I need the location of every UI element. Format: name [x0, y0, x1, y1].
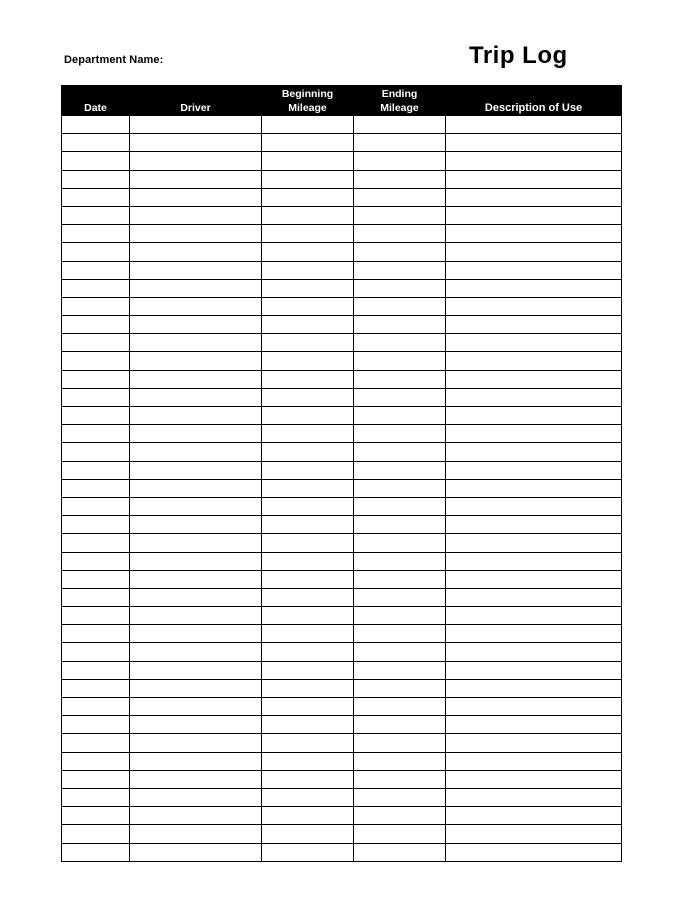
cell-description-of-use[interactable]: [446, 243, 622, 261]
cell-date[interactable]: [62, 188, 130, 206]
column-header-line2: Mileage: [288, 102, 327, 114]
cell-beginning-mileage[interactable]: [262, 843, 354, 861]
cell-beginning-mileage[interactable]: [262, 352, 354, 370]
cell-ending-mileage[interactable]: [354, 461, 446, 479]
cell-ending-mileage[interactable]: [354, 643, 446, 661]
table-row: [62, 334, 622, 352]
cell-beginning-mileage[interactable]: [262, 407, 354, 425]
cell-description-of-use[interactable]: [446, 570, 622, 588]
table-row: [62, 479, 622, 497]
cell-ending-mileage[interactable]: [354, 843, 446, 861]
cell-date[interactable]: [62, 752, 130, 770]
column-header-beginning-mileage: [262, 86, 354, 116]
cell-description-of-use[interactable]: [446, 734, 622, 752]
cell-beginning-mileage[interactable]: [262, 825, 354, 843]
cell-driver[interactable]: [130, 570, 262, 588]
cell-ending-mileage[interactable]: [354, 225, 446, 243]
cell-beginning-mileage[interactable]: [262, 607, 354, 625]
cell-description-of-use[interactable]: [446, 588, 622, 606]
cell-beginning-mileage[interactable]: [262, 116, 354, 134]
cell-description-of-use[interactable]: [446, 661, 622, 679]
cell-driver[interactable]: [130, 225, 262, 243]
cell-description-of-use[interactable]: [446, 461, 622, 479]
table-row: [62, 316, 622, 334]
cell-driver[interactable]: [130, 152, 262, 170]
cell-date[interactable]: [62, 479, 130, 497]
table-row: [62, 643, 622, 661]
cell-description-of-use[interactable]: [446, 116, 622, 134]
table-row: [62, 461, 622, 479]
cell-ending-mileage[interactable]: [354, 206, 446, 224]
cell-date[interactable]: [62, 607, 130, 625]
cell-description-of-use[interactable]: [446, 225, 622, 243]
trip-log-body: [62, 116, 622, 862]
cell-ending-mileage[interactable]: [354, 443, 446, 461]
cell-driver[interactable]: [130, 188, 262, 206]
cell-ending-mileage[interactable]: [354, 261, 446, 279]
cell-beginning-mileage[interactable]: [262, 770, 354, 788]
cell-ending-mileage[interactable]: [354, 170, 446, 188]
cell-driver[interactable]: [130, 825, 262, 843]
cell-driver[interactable]: [130, 752, 262, 770]
cell-ending-mileage[interactable]: [354, 334, 446, 352]
cell-description-of-use[interactable]: [446, 625, 622, 643]
cell-ending-mileage[interactable]: [354, 552, 446, 570]
cell-beginning-mileage[interactable]: [262, 206, 354, 224]
cell-driver[interactable]: [130, 643, 262, 661]
trip-log-table: [61, 85, 622, 862]
cell-description-of-use[interactable]: [446, 425, 622, 443]
table-row: [62, 607, 622, 625]
cell-ending-mileage[interactable]: [354, 352, 446, 370]
cell-date[interactable]: [62, 370, 130, 388]
cell-ending-mileage[interactable]: [354, 134, 446, 152]
cell-description-of-use[interactable]: [446, 407, 622, 425]
cell-ending-mileage[interactable]: [354, 297, 446, 315]
cell-driver[interactable]: [130, 443, 262, 461]
column-header-description-of-use: [446, 86, 622, 116]
cell-ending-mileage[interactable]: [354, 698, 446, 716]
table-row: [62, 807, 622, 825]
cell-driver[interactable]: [130, 134, 262, 152]
page-title: Trip Log: [469, 42, 568, 69]
cell-date[interactable]: [62, 770, 130, 788]
table-row: [62, 297, 622, 315]
column-header-line2: Driver: [180, 102, 211, 114]
cell-description-of-use[interactable]: [446, 170, 622, 188]
table-row: [62, 625, 622, 643]
cell-ending-mileage[interactable]: [354, 497, 446, 515]
cell-description-of-use[interactable]: [446, 261, 622, 279]
cell-date[interactable]: [62, 552, 130, 570]
cell-date[interactable]: [62, 152, 130, 170]
column-header-ending-mileage: [354, 86, 446, 116]
cell-description-of-use[interactable]: [446, 388, 622, 406]
cell-ending-mileage[interactable]: [354, 188, 446, 206]
cell-beginning-mileage[interactable]: [262, 170, 354, 188]
table-row: [62, 225, 622, 243]
cell-description-of-use[interactable]: [446, 698, 622, 716]
table-row: [62, 370, 622, 388]
cell-ending-mileage[interactable]: [354, 534, 446, 552]
cell-date[interactable]: [62, 825, 130, 843]
cell-beginning-mileage[interactable]: [262, 243, 354, 261]
cell-driver[interactable]: [130, 661, 262, 679]
cell-ending-mileage[interactable]: [354, 316, 446, 334]
table-row: [62, 516, 622, 534]
table-row: [62, 152, 622, 170]
cell-date[interactable]: [62, 388, 130, 406]
cell-date[interactable]: [62, 297, 130, 315]
cell-beginning-mileage[interactable]: [262, 643, 354, 661]
cell-ending-mileage[interactable]: [354, 807, 446, 825]
cell-date[interactable]: [62, 206, 130, 224]
table-row: [62, 134, 622, 152]
cell-ending-mileage[interactable]: [354, 679, 446, 697]
table-header-row: [62, 86, 622, 116]
cell-beginning-mileage[interactable]: [262, 625, 354, 643]
cell-description-of-use[interactable]: [446, 334, 622, 352]
table-row: [62, 770, 622, 788]
cell-description-of-use[interactable]: [446, 825, 622, 843]
cell-beginning-mileage[interactable]: [262, 734, 354, 752]
cell-date[interactable]: [62, 243, 130, 261]
cell-beginning-mileage[interactable]: [262, 716, 354, 734]
cell-description-of-use[interactable]: [446, 279, 622, 297]
cell-description-of-use[interactable]: [446, 443, 622, 461]
cell-description-of-use[interactable]: [446, 607, 622, 625]
cell-date[interactable]: [62, 352, 130, 370]
cell-date[interactable]: [62, 734, 130, 752]
cell-ending-mileage[interactable]: [354, 279, 446, 297]
cell-ending-mileage[interactable]: [354, 116, 446, 134]
cell-description-of-use[interactable]: [446, 770, 622, 788]
table-row: [62, 825, 622, 843]
cell-date[interactable]: [62, 407, 130, 425]
cell-date[interactable]: [62, 534, 130, 552]
table-row: [62, 407, 622, 425]
column-header-line2: Description of Use: [484, 102, 583, 114]
cell-driver[interactable]: [130, 807, 262, 825]
cell-beginning-mileage[interactable]: [262, 443, 354, 461]
cell-description-of-use[interactable]: [446, 679, 622, 697]
cell-description-of-use[interactable]: [446, 552, 622, 570]
cell-beginning-mileage[interactable]: [262, 370, 354, 388]
cell-beginning-mileage[interactable]: [262, 807, 354, 825]
table-row: [62, 570, 622, 588]
cell-description-of-use[interactable]: [446, 643, 622, 661]
column-header-line1: Beginning: [281, 88, 334, 100]
cell-description-of-use[interactable]: [446, 206, 622, 224]
cell-date[interactable]: [62, 625, 130, 643]
table-row: [62, 443, 622, 461]
cell-description-of-use[interactable]: [446, 134, 622, 152]
cell-ending-mileage[interactable]: [354, 788, 446, 806]
cell-ending-mileage[interactable]: [354, 152, 446, 170]
cell-date[interactable]: [62, 843, 130, 861]
cell-date[interactable]: [62, 570, 130, 588]
cell-beginning-mileage[interactable]: [262, 479, 354, 497]
cell-driver[interactable]: [130, 170, 262, 188]
table-row: [62, 388, 622, 406]
cell-ending-mileage[interactable]: [354, 752, 446, 770]
cell-driver[interactable]: [130, 407, 262, 425]
cell-ending-mileage[interactable]: [354, 570, 446, 588]
cell-description-of-use[interactable]: [446, 352, 622, 370]
table-row: [62, 116, 622, 134]
cell-ending-mileage[interactable]: [354, 407, 446, 425]
cell-beginning-mileage[interactable]: [262, 425, 354, 443]
table-row: [62, 279, 622, 297]
cell-driver[interactable]: [130, 843, 262, 861]
cell-ending-mileage[interactable]: [354, 607, 446, 625]
column-header-line2: Date: [84, 102, 107, 114]
table-row: [62, 843, 622, 861]
cell-date[interactable]: [62, 716, 130, 734]
table-row: [62, 661, 622, 679]
cell-beginning-mileage[interactable]: [262, 461, 354, 479]
table-row: [62, 497, 622, 515]
cell-driver[interactable]: [130, 770, 262, 788]
cell-driver[interactable]: [130, 516, 262, 534]
table-row: [62, 552, 622, 570]
table-row: [62, 679, 622, 697]
cell-date[interactable]: [62, 497, 130, 515]
cell-beginning-mileage[interactable]: [262, 698, 354, 716]
table-row: [62, 716, 622, 734]
cell-date[interactable]: [62, 425, 130, 443]
cell-driver[interactable]: [130, 679, 262, 697]
cell-beginning-mileage[interactable]: [262, 134, 354, 152]
cell-beginning-mileage[interactable]: [262, 225, 354, 243]
cell-driver[interactable]: [130, 370, 262, 388]
cell-description-of-use[interactable]: [446, 752, 622, 770]
cell-date[interactable]: [62, 516, 130, 534]
cell-description-of-use[interactable]: [446, 516, 622, 534]
cell-driver[interactable]: [130, 279, 262, 297]
cell-description-of-use[interactable]: [446, 479, 622, 497]
table-row: [62, 734, 622, 752]
table-row: [62, 243, 622, 261]
cell-driver[interactable]: [130, 116, 262, 134]
cell-date[interactable]: [62, 443, 130, 461]
table-row: [62, 425, 622, 443]
column-header-line1: Ending: [381, 88, 418, 100]
column-header-line2: Mileage: [380, 102, 419, 114]
cell-driver[interactable]: [130, 388, 262, 406]
cell-date[interactable]: [62, 788, 130, 806]
cell-date[interactable]: [62, 807, 130, 825]
table-row: [62, 188, 622, 206]
cell-driver[interactable]: [130, 261, 262, 279]
cell-driver[interactable]: [130, 497, 262, 515]
cell-beginning-mileage[interactable]: [262, 588, 354, 606]
cell-ending-mileage[interactable]: [354, 588, 446, 606]
cell-date[interactable]: [62, 170, 130, 188]
cell-beginning-mileage[interactable]: [262, 279, 354, 297]
cell-date[interactable]: [62, 698, 130, 716]
cell-date[interactable]: [62, 643, 130, 661]
cell-date[interactable]: [62, 588, 130, 606]
cell-ending-mileage[interactable]: [354, 661, 446, 679]
cell-ending-mileage[interactable]: [354, 625, 446, 643]
cell-driver[interactable]: [130, 588, 262, 606]
cell-driver[interactable]: [130, 734, 262, 752]
cell-driver[interactable]: [130, 479, 262, 497]
cell-beginning-mileage[interactable]: [262, 316, 354, 334]
cell-date[interactable]: [62, 279, 130, 297]
cell-date[interactable]: [62, 334, 130, 352]
cell-ending-mileage[interactable]: [354, 825, 446, 843]
cell-ending-mileage[interactable]: [354, 370, 446, 388]
cell-ending-mileage[interactable]: [354, 479, 446, 497]
cell-description-of-use[interactable]: [446, 297, 622, 315]
table-row: [62, 588, 622, 606]
cell-driver[interactable]: [130, 698, 262, 716]
cell-beginning-mileage[interactable]: [262, 788, 354, 806]
table-row: [62, 352, 622, 370]
cell-beginning-mileage[interactable]: [262, 497, 354, 515]
cell-beginning-mileage[interactable]: [262, 679, 354, 697]
cell-driver[interactable]: [130, 607, 262, 625]
cell-date[interactable]: [62, 225, 130, 243]
cell-beginning-mileage[interactable]: [262, 334, 354, 352]
table-row: [62, 788, 622, 806]
cell-beginning-mileage[interactable]: [262, 297, 354, 315]
column-header-date: [62, 86, 130, 116]
cell-driver[interactable]: [130, 352, 262, 370]
cell-beginning-mileage[interactable]: [262, 388, 354, 406]
cell-description-of-use[interactable]: [446, 316, 622, 334]
column-header-driver: [130, 86, 262, 116]
cell-ending-mileage[interactable]: [354, 770, 446, 788]
cell-description-of-use[interactable]: [446, 370, 622, 388]
cell-driver[interactable]: [130, 316, 262, 334]
cell-driver[interactable]: [130, 534, 262, 552]
cell-driver[interactable]: [130, 552, 262, 570]
cell-description-of-use[interactable]: [446, 188, 622, 206]
cell-beginning-mileage[interactable]: [262, 661, 354, 679]
cell-driver[interactable]: [130, 334, 262, 352]
cell-ending-mileage[interactable]: [354, 388, 446, 406]
cell-description-of-use[interactable]: [446, 807, 622, 825]
cell-date[interactable]: [62, 661, 130, 679]
cell-ending-mileage[interactable]: [354, 243, 446, 261]
cell-date[interactable]: [62, 116, 130, 134]
table-row: [62, 698, 622, 716]
cell-beginning-mileage[interactable]: [262, 261, 354, 279]
cell-driver[interactable]: [130, 243, 262, 261]
table-row: [62, 534, 622, 552]
cell-driver[interactable]: [130, 716, 262, 734]
table-row: [62, 170, 622, 188]
department-name-label: Department Name:: [64, 54, 164, 66]
cell-beginning-mileage[interactable]: [262, 152, 354, 170]
cell-description-of-use[interactable]: [446, 788, 622, 806]
table-row: [62, 752, 622, 770]
cell-date[interactable]: [62, 679, 130, 697]
cell-date[interactable]: [62, 261, 130, 279]
cell-description-of-use[interactable]: [446, 534, 622, 552]
table-row: [62, 261, 622, 279]
cell-beginning-mileage[interactable]: [262, 188, 354, 206]
cell-date[interactable]: [62, 461, 130, 479]
cell-driver[interactable]: [130, 788, 262, 806]
cell-beginning-mileage[interactable]: [262, 752, 354, 770]
cell-driver[interactable]: [130, 297, 262, 315]
table-row: [62, 206, 622, 224]
cell-description-of-use[interactable]: [446, 497, 622, 515]
cell-beginning-mileage[interactable]: [262, 516, 354, 534]
cell-beginning-mileage[interactable]: [262, 552, 354, 570]
cell-ending-mileage[interactable]: [354, 716, 446, 734]
cell-date[interactable]: [62, 134, 130, 152]
cell-ending-mileage[interactable]: [354, 516, 446, 534]
cell-beginning-mileage[interactable]: [262, 570, 354, 588]
cell-description-of-use[interactable]: [446, 152, 622, 170]
cell-description-of-use[interactable]: [446, 716, 622, 734]
cell-driver[interactable]: [130, 206, 262, 224]
cell-driver[interactable]: [130, 625, 262, 643]
cell-ending-mileage[interactable]: [354, 734, 446, 752]
cell-driver[interactable]: [130, 461, 262, 479]
cell-beginning-mileage[interactable]: [262, 534, 354, 552]
cell-driver[interactable]: [130, 425, 262, 443]
cell-description-of-use[interactable]: [446, 843, 622, 861]
cell-ending-mileage[interactable]: [354, 425, 446, 443]
cell-date[interactable]: [62, 316, 130, 334]
